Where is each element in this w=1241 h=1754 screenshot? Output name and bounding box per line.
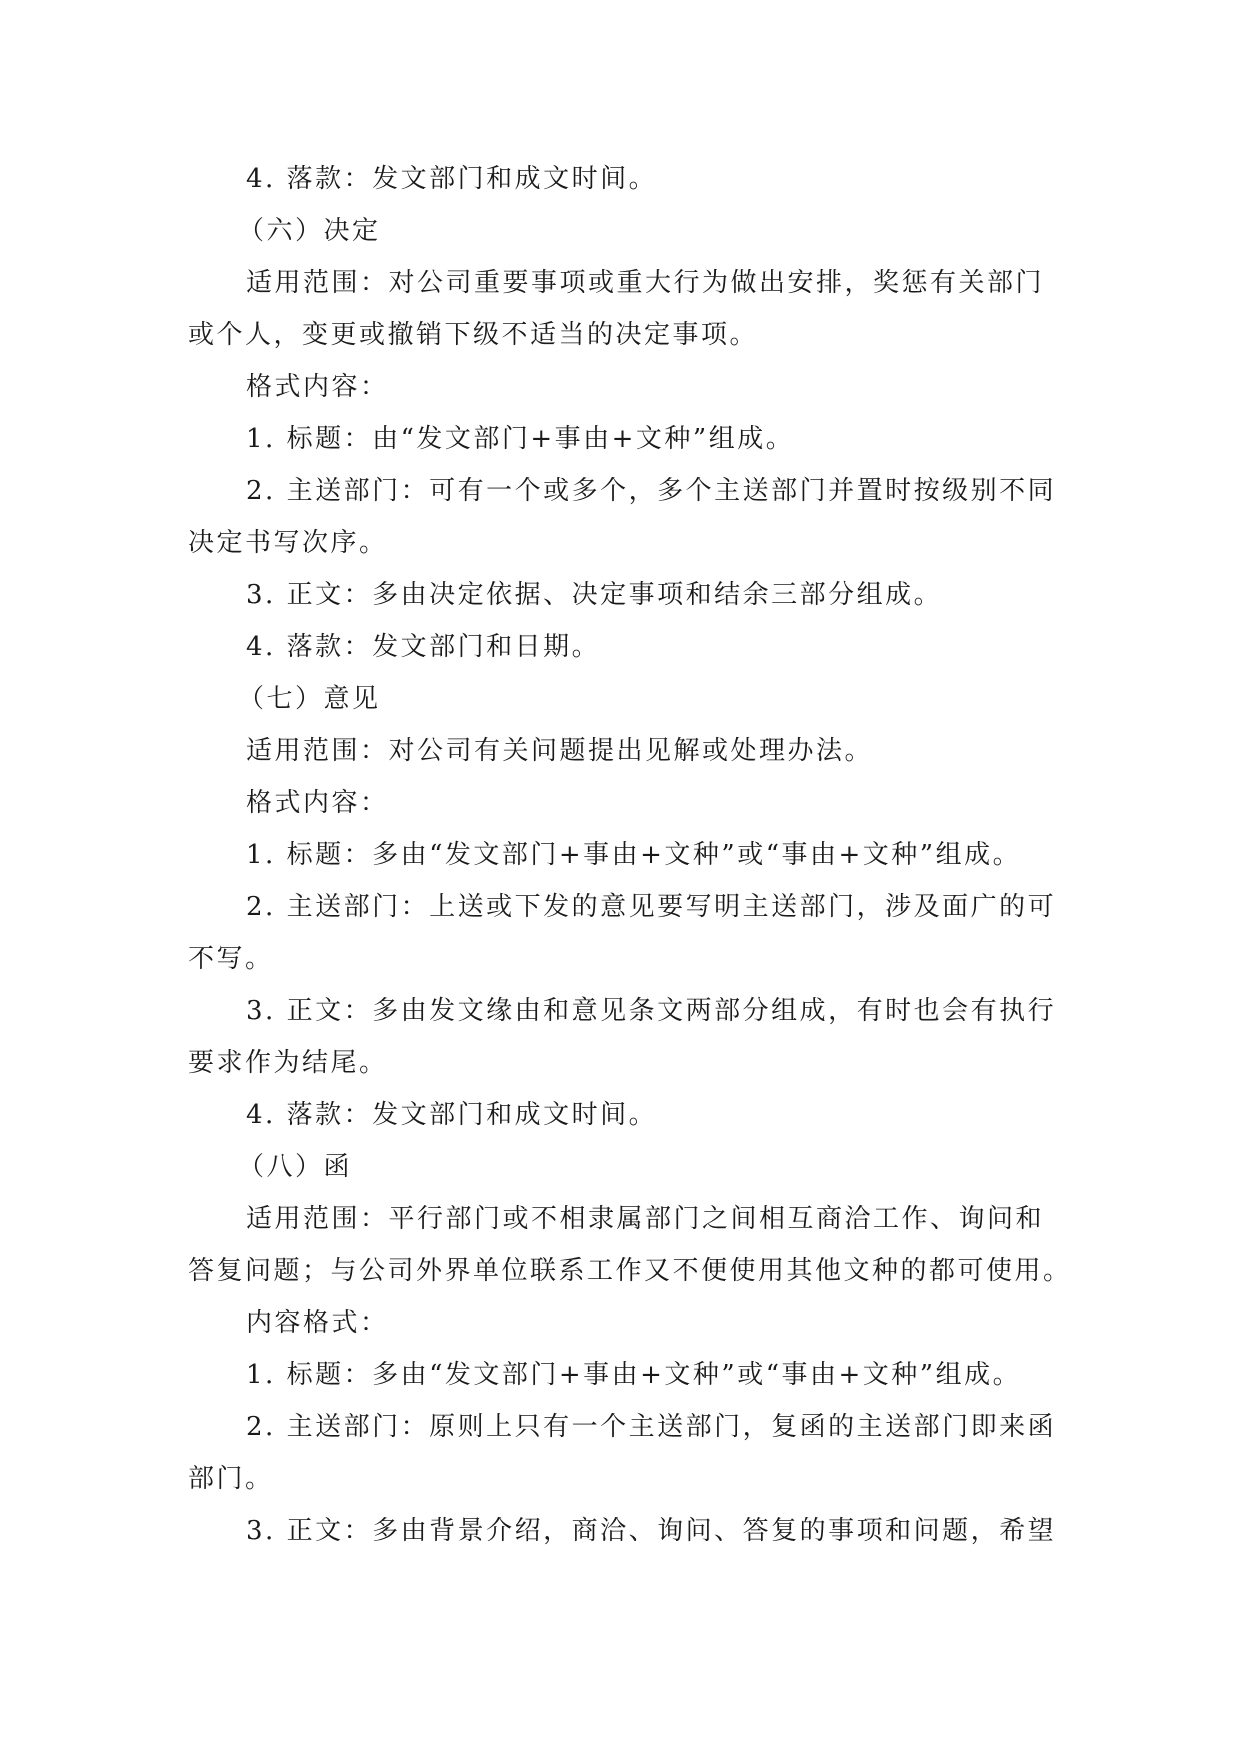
- paragraph-line: 1. 标题：由“发文部门+事由+文种”组成。: [246, 424, 795, 454]
- paragraph-line: 格式内容：: [246, 372, 389, 402]
- paragraph-line: 不写。: [188, 944, 274, 974]
- paragraph-line: 2. 主送部门：上送或下发的意见要写明主送部门，涉及面广的可: [246, 892, 1057, 922]
- paragraph-line: 适用范围：对公司重要事项或重大行为做出安排，奖惩有关部门: [246, 268, 1045, 298]
- paragraph-line: 4. 落款：发文部门和成文时间。: [246, 1100, 658, 1130]
- paragraph-line: 4. 落款：发文部门和日期。: [246, 632, 601, 662]
- paragraph-line: 适用范围：对公司有关问题提出见解或处理办法。: [246, 736, 874, 766]
- section-heading: （七）意见: [238, 684, 381, 714]
- paragraph-line: 决定书写次序。: [188, 528, 388, 558]
- paragraph-line: 3. 正文：多由背景介绍，商洽、询问、答复的事项和问题，希望: [246, 1516, 1057, 1546]
- paragraph-line: 格式内容：: [246, 788, 389, 818]
- paragraph-line: 2. 主送部门：原则上只有一个主送部门，复函的主送部门即来函: [246, 1412, 1057, 1442]
- paragraph-line: 1. 标题：多由“发文部门+事由+文种”或“事由+文种”组成。: [246, 1360, 1022, 1390]
- section-heading: （八）函: [238, 1152, 353, 1182]
- paragraph-line: 部门。: [188, 1464, 274, 1494]
- paragraph-line: 或个人，变更或撤销下级不适当的决定事项。: [188, 320, 759, 350]
- paragraph-line: 2. 主送部门：可有一个或多个，多个主送部门并置时按级别不同: [246, 476, 1057, 506]
- paragraph-line: 4. 落款：发文部门和成文时间。: [246, 164, 658, 194]
- paragraph-line: 答复问题；与公司外界单位联系工作又不便使用其他文种的都可使用。: [188, 1256, 1072, 1286]
- paragraph-line: 适用范围：平行部门或不相隶属部门之间相互商洽工作、询问和: [246, 1204, 1045, 1234]
- paragraph-line: 1. 标题：多由“发文部门+事由+文种”或“事由+文种”组成。: [246, 840, 1022, 870]
- paragraph-line: 要求作为结尾。: [188, 1048, 388, 1078]
- paragraph-line: 内容格式：: [246, 1308, 389, 1338]
- section-heading: （六）决定: [238, 216, 381, 246]
- paragraph-line: 3. 正文：多由决定依据、决定事项和结余三部分组成。: [246, 580, 943, 610]
- document-body: [188, 153, 1072, 1557]
- paragraph-line: 3. 正文：多由发文缘由和意见条文两部分组成，有时也会有执行: [246, 996, 1057, 1026]
